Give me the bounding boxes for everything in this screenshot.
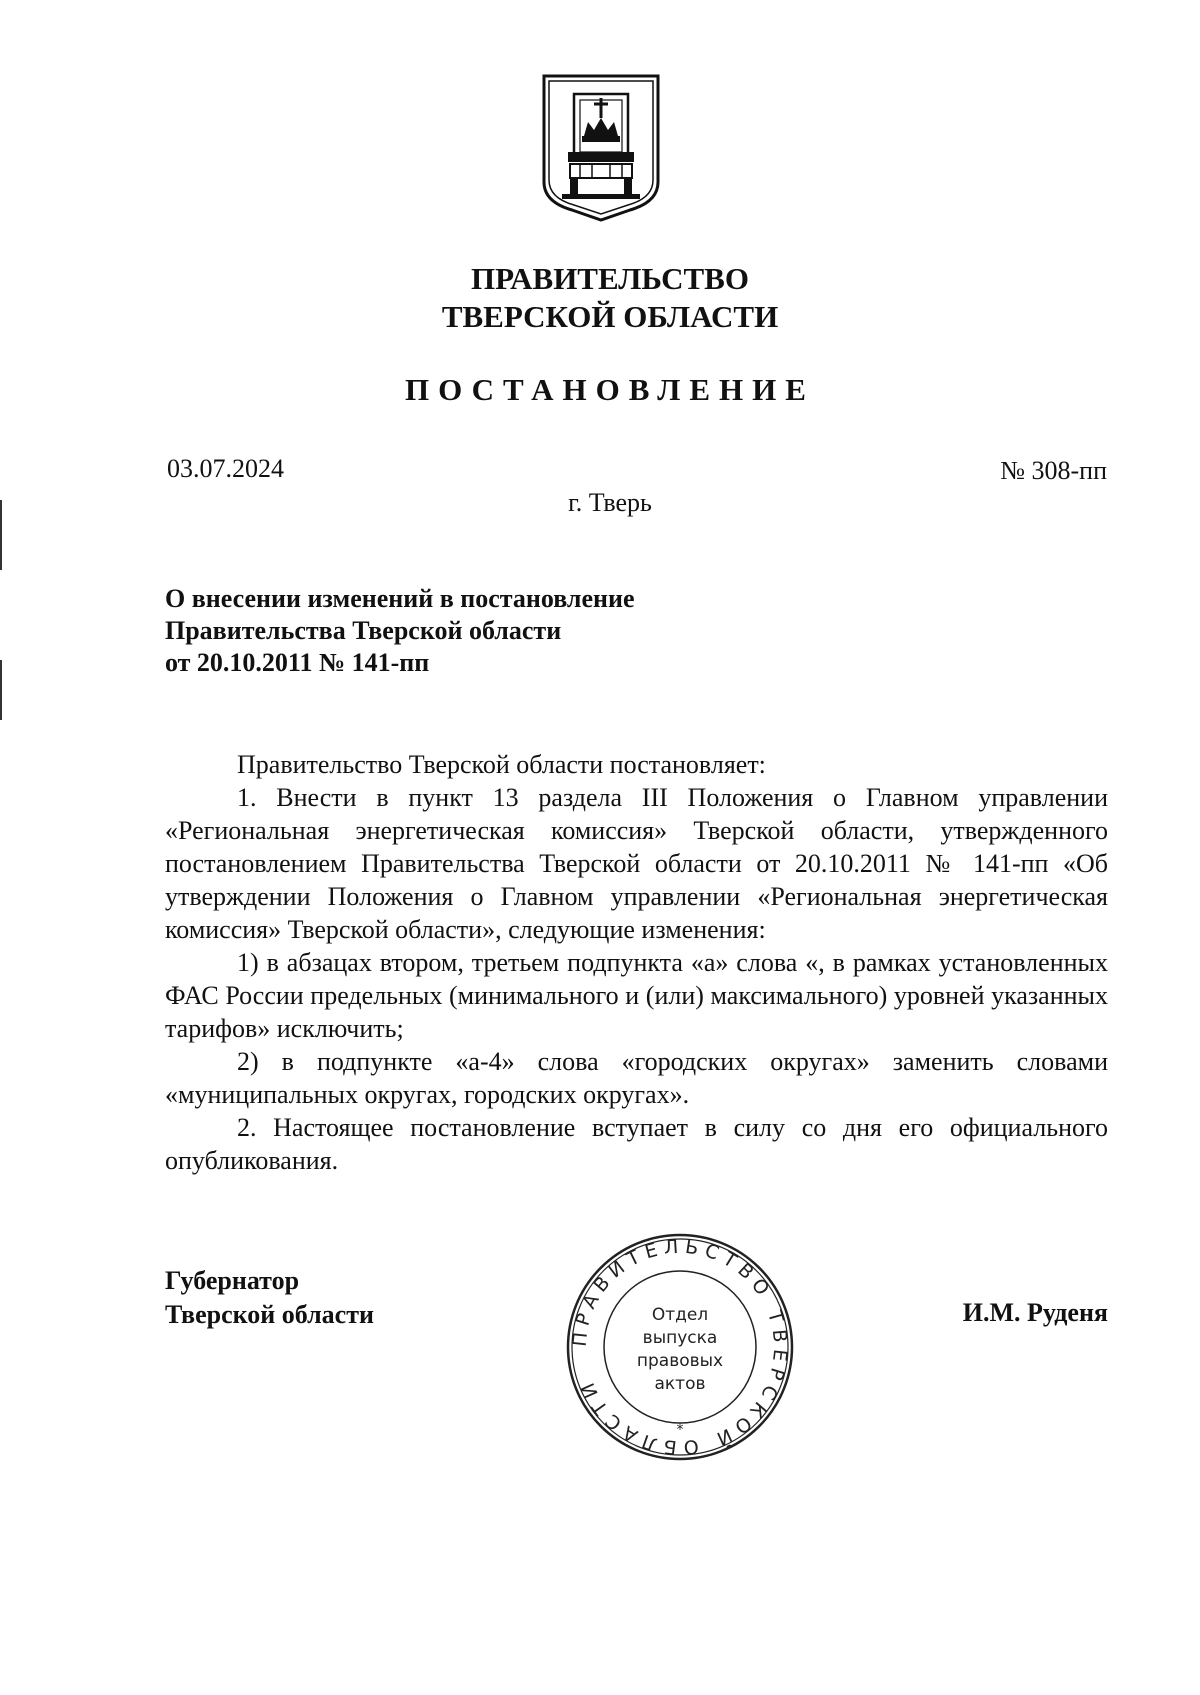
tver-coat-of-arms-icon: [540, 72, 662, 224]
document-body: [165, 748, 1108, 1177]
body-paragraph-2: 2. Настоящее постановление вступает в силу со дня его официального опубликования.: [165, 1113, 1108, 1175]
document-subject: [165, 583, 635, 679]
signer-title: [165, 1264, 374, 1332]
subject-line: Правительства Тверской области: [165, 616, 562, 645]
body-paragraph-1: 1. Внести в пункт 13 раздела III Положения о Главном управлении «Региональная энергетическая комиссия» Тверской области, утвержденного постановлением Правительства Тверской области от 20.10.2011 № 141-пп «Об утверждении Положения о Главном управлении «Региональная энергетическая комиссия» Тверской области», следующие изменения:: [165, 783, 1108, 944]
org-name-line1: ПРАВИТЕЛЬСТВО: [471, 261, 749, 296]
seal-star-icon: *: [676, 1422, 684, 1438]
signer-title-line: Губернатор: [165, 1266, 300, 1295]
body-intro: Правительство Тверской области постановляет:: [237, 750, 766, 779]
subject-line: О внесении изменений в постановление: [165, 584, 635, 613]
seal-center-text: правовых: [636, 1351, 724, 1371]
seal-center-text: Отдел: [651, 1305, 709, 1325]
body-subitem-2: 2) в подпункте «а-4» слова «городских округах» заменить словами «муниципальных округах, городских округах».: [165, 1047, 1108, 1109]
scan-edge-mark: [0, 660, 2, 720]
document-date: 03.07.2024: [167, 454, 284, 483]
seal-ring-text: ПРАВИТЕЛЬСТВО ТВЕРСКОЙ ОБЛАСТИ: [568, 1235, 792, 1459]
document-type: ПОСТАНОВЛЕНИЕ: [405, 372, 815, 407]
subject-line: от 20.10.2011 № 141-пп: [165, 648, 430, 677]
document-number: № 308-пп: [1000, 456, 1107, 485]
org-name-line2: ТВЕРСКОЙ ОБЛАСТИ: [441, 299, 779, 334]
signer-name: И.М. Руденя: [962, 1298, 1108, 1327]
seal-center-text: выпуска: [642, 1328, 718, 1348]
seal-center-text: актов: [654, 1374, 706, 1394]
official-seal: [565, 1232, 795, 1462]
signer-title-line: Тверской области: [165, 1300, 374, 1329]
document-city: г. Тверь: [568, 488, 652, 517]
body-subitem-1: 1) в абзацах втором, третьем подпункта «а» слова «, в рамках установленных ФАС России предельных (минимального и (или) максимального) уровней указанных тарифов» исключить;: [165, 948, 1108, 1043]
